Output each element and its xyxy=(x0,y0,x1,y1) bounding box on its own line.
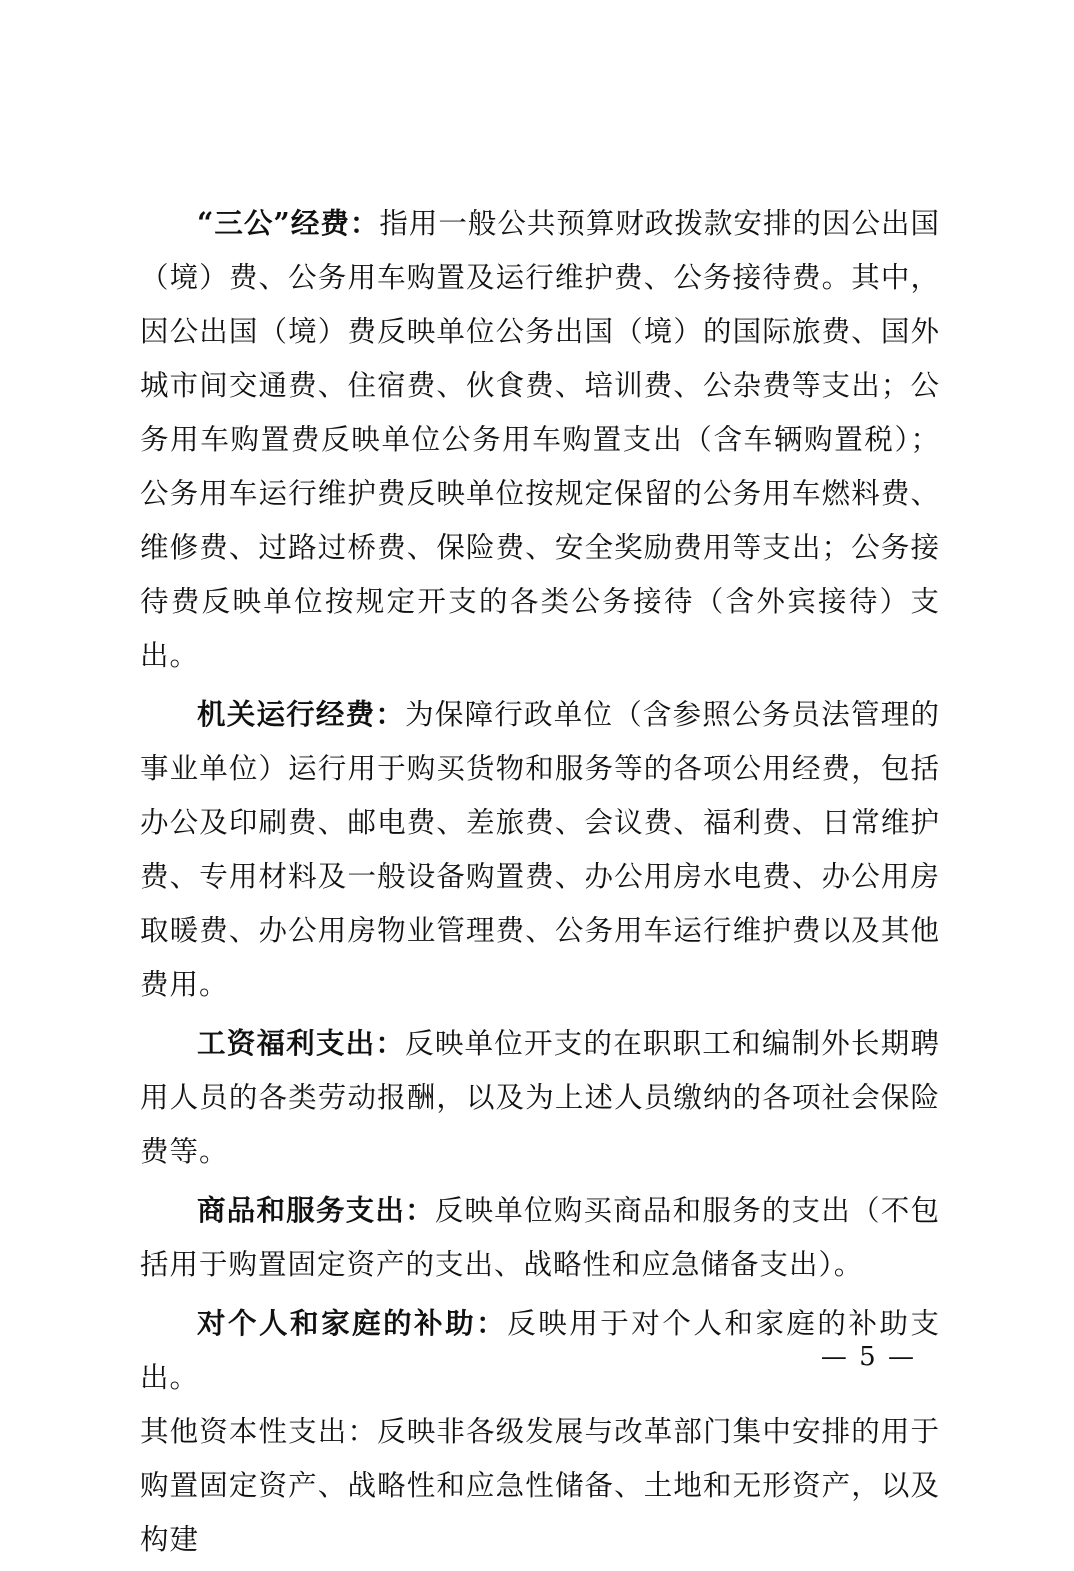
paragraph-goods-services xyxy=(140,1183,940,1292)
paragraph-agency-operating-funds xyxy=(140,687,940,1012)
definition-wage-welfare: 反映单位开支的在职职工和编制外长期聘用人员的各类劳动报酬，以及为上述人员缴纳的各项社会保险费等。 xyxy=(140,1027,940,1168)
paragraph-sangong-fees xyxy=(140,196,940,683)
term-goods-services: 商品和服务支出： xyxy=(197,1193,435,1227)
definition-household-subsidy: 反映用于对个人和家庭的补助支出。 xyxy=(140,1307,940,1394)
term-household-subsidy: 对个人和家庭的补助： xyxy=(197,1306,508,1340)
term-sangong-fees: “三公”经费： xyxy=(197,206,380,240)
paragraph-other-capital xyxy=(140,1405,940,1567)
definition-other-capital: 其他资本性支出：反映非各级发展与改革部门集中安排的用于购置固定资产、战略性和应急性储备、土地和无形资产，以及构建 xyxy=(140,1415,940,1556)
definition-agency-operating-funds: 为保障行政单位（含参照公务员法管理的事业单位）运行用于购买货物和服务等的各项公用经费，包括办公及印刷费、邮电费、差旅费、会议费、福利费、日常维护费、专用材料及一般设备购置费、办公用房水电费、办公用房取暖费、办公用房物业管理费、公务用车运行维护费以及其他费用。 xyxy=(140,698,940,1001)
paragraph-wage-welfare xyxy=(140,1016,940,1179)
page-number: — 5 — xyxy=(820,1342,916,1372)
term-wage-welfare: 工资福利支出： xyxy=(197,1026,406,1060)
definition-sangong-fees: 指用一般公共预算财政拨款安排的因公出国（境）费、公务用车购置及运行维护费、公务接待费。其中，因公出国（境）费反映单位公务出国（境）的国际旅费、国外城市间交通费、住宿费、伙食费、培训费、公杂费等支出；公务用车购置费反映单位公务用车购置支出（含车辆购置税）；公务用车运行维护费反映单位按规定保留的公务用车燃料费、维修费、过路过桥费、保险费、安全奖励费用等支出；公务接待费反映单位按规定开支的各类公务接待（含外宾接待）支出。 xyxy=(140,207,940,672)
term-agency-operating-funds: 机关运行经费： xyxy=(197,697,406,731)
definition-goods-services: 反映单位购买商品和服务的支出（不包括用于购置固定资产的支出、战略性和应急储备支出）。 xyxy=(140,1194,940,1281)
